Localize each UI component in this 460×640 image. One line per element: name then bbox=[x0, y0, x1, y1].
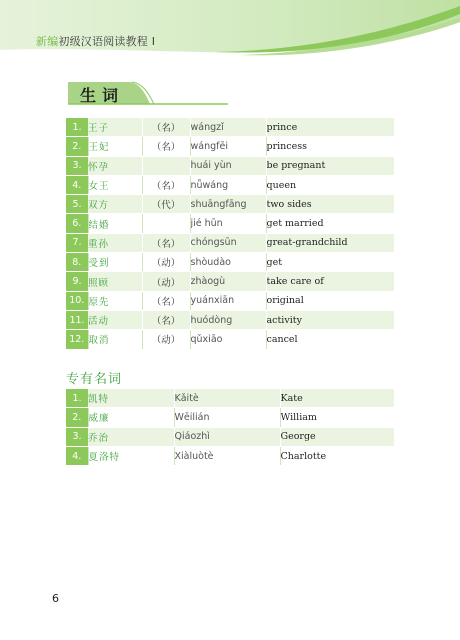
word-pinyin: huódòng bbox=[190, 310, 266, 329]
word-english: get married bbox=[266, 214, 394, 233]
word-pinyin: wángfēi bbox=[190, 137, 266, 156]
word-english: get bbox=[266, 253, 394, 272]
part-of-speech: （名） bbox=[142, 175, 190, 194]
part-of-speech: （代） bbox=[142, 195, 190, 214]
word-pinyin: yuánxiān bbox=[190, 291, 266, 310]
name-hanzi: 威廉 bbox=[88, 408, 174, 427]
word-pinyin: jié hūn bbox=[190, 214, 266, 233]
part-of-speech: （动） bbox=[142, 272, 190, 291]
word-english: cancel bbox=[266, 330, 394, 349]
table-row bbox=[66, 446, 394, 465]
book-title-accent: 新编 bbox=[36, 35, 59, 48]
table-row bbox=[66, 118, 394, 137]
table-row bbox=[66, 272, 394, 291]
word-pinyin: shòudào bbox=[190, 253, 266, 272]
row-number: 5. bbox=[66, 195, 88, 214]
word-english: prince bbox=[266, 118, 394, 137]
part-of-speech: （名） bbox=[142, 118, 190, 137]
section-title: 生词 bbox=[80, 86, 125, 105]
word-hanzi: 取消 bbox=[88, 330, 142, 349]
word-english: queen bbox=[266, 175, 394, 194]
row-number: 4. bbox=[66, 446, 88, 465]
row-number: 4. bbox=[66, 175, 88, 194]
row-number: 1. bbox=[66, 389, 88, 408]
name-hanzi: 乔治 bbox=[88, 427, 174, 446]
row-number: 1. bbox=[66, 118, 88, 137]
table-row bbox=[66, 427, 394, 446]
name-hanzi: 凯特 bbox=[88, 389, 174, 408]
row-number: 3. bbox=[66, 427, 88, 446]
name-english: William bbox=[280, 408, 394, 427]
section-heading bbox=[68, 80, 228, 106]
name-pinyin: Wēilián bbox=[174, 408, 280, 427]
row-number: 3. bbox=[66, 156, 88, 175]
table-row bbox=[66, 156, 394, 175]
word-pinyin: chóngsūn bbox=[190, 233, 266, 252]
part-of-speech: （名） bbox=[142, 137, 190, 156]
row-number: 2. bbox=[66, 408, 88, 427]
word-english: activity bbox=[266, 310, 394, 329]
part-of-speech bbox=[142, 156, 190, 175]
word-hanzi: 王子 bbox=[88, 118, 142, 137]
part-of-speech: （动） bbox=[142, 253, 190, 272]
table-row bbox=[66, 408, 394, 427]
part-of-speech bbox=[142, 214, 190, 233]
table-row bbox=[66, 214, 394, 233]
row-number: 6. bbox=[66, 214, 88, 233]
name-english: Charlotte bbox=[280, 446, 394, 465]
header-band bbox=[0, 0, 460, 70]
table-row bbox=[66, 175, 394, 194]
word-english: take care of bbox=[266, 272, 394, 291]
row-number: 2. bbox=[66, 137, 88, 156]
table-row bbox=[66, 195, 394, 214]
row-number: 7. bbox=[66, 233, 88, 252]
proper-nouns-title: 专有名词 bbox=[66, 372, 123, 387]
word-hanzi: 活动 bbox=[88, 310, 142, 329]
word-english: two sides bbox=[266, 195, 394, 214]
row-number: 12. bbox=[66, 330, 88, 349]
word-english: be pregnant bbox=[266, 156, 394, 175]
table-row bbox=[66, 330, 394, 349]
part-of-speech: （名） bbox=[142, 291, 190, 310]
book-title bbox=[36, 33, 155, 49]
word-hanzi: 结婚 bbox=[88, 214, 142, 233]
word-hanzi: 王妃 bbox=[88, 137, 142, 156]
row-number: 9. bbox=[66, 272, 88, 291]
name-pinyin: Xiàluòtè bbox=[174, 446, 280, 465]
word-pinyin: qǔxiāo bbox=[190, 330, 266, 349]
table-row bbox=[66, 310, 394, 329]
vocabulary-table bbox=[66, 118, 394, 350]
name-english: Kate bbox=[280, 389, 394, 408]
book-title-text: 初级汉语阅读教程 I bbox=[58, 35, 156, 48]
table-row bbox=[66, 291, 394, 310]
table-row bbox=[66, 137, 394, 156]
name-english: George bbox=[280, 427, 394, 446]
word-english: princess bbox=[266, 137, 394, 156]
table-row bbox=[66, 389, 394, 408]
word-pinyin: shuāngfāng bbox=[190, 195, 266, 214]
table-row bbox=[66, 253, 394, 272]
word-hanzi: 女王 bbox=[88, 175, 142, 194]
word-english: great-grandchild bbox=[266, 233, 394, 252]
table-row bbox=[66, 233, 394, 252]
name-hanzi: 夏洛特 bbox=[88, 446, 174, 465]
part-of-speech: （名） bbox=[142, 310, 190, 329]
row-number: 8. bbox=[66, 253, 88, 272]
word-pinyin: huái yùn bbox=[190, 156, 266, 175]
word-english: original bbox=[266, 291, 394, 310]
word-pinyin: nǚwáng bbox=[190, 175, 266, 194]
word-pinyin: wángzǐ bbox=[190, 118, 266, 137]
name-pinyin: Qiáozhì bbox=[174, 427, 280, 446]
word-hanzi: 双方 bbox=[88, 195, 142, 214]
name-pinyin: Kǎitè bbox=[174, 389, 280, 408]
word-hanzi: 怀孕 bbox=[88, 156, 142, 175]
row-number: 11. bbox=[66, 310, 88, 329]
word-pinyin: zhàogù bbox=[190, 272, 266, 291]
word-hanzi: 受到 bbox=[88, 253, 142, 272]
word-hanzi: 重孙 bbox=[88, 233, 142, 252]
part-of-speech: （名） bbox=[142, 233, 190, 252]
word-hanzi: 照顾 bbox=[88, 272, 142, 291]
word-hanzi: 原先 bbox=[88, 291, 142, 310]
proper-nouns-table bbox=[66, 389, 394, 466]
row-number: 10. bbox=[66, 291, 88, 310]
page-number: 6 bbox=[52, 592, 59, 605]
part-of-speech: （动） bbox=[142, 330, 190, 349]
